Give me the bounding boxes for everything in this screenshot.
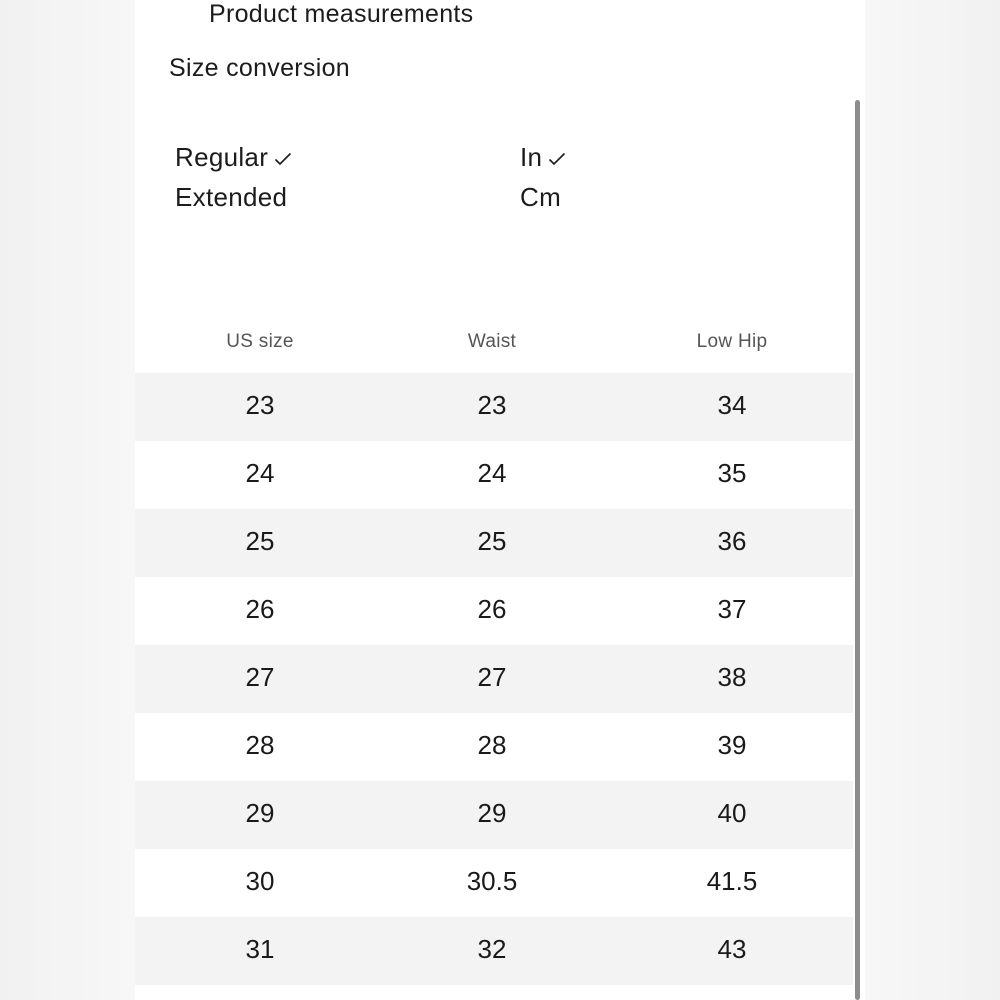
table-row xyxy=(135,781,853,849)
cell-us-size: 23 xyxy=(245,390,275,420)
unit-option-cm[interactable] xyxy=(520,182,561,213)
cell-us-size: 28 xyxy=(245,730,275,760)
cell-us-size: 27 xyxy=(245,662,275,692)
page-backdrop-left xyxy=(0,0,135,1000)
fit-option-regular[interactable] xyxy=(175,142,292,173)
vertical-scrollbar[interactable] xyxy=(855,100,860,1000)
cell-low-hip: 41.5 xyxy=(706,866,758,896)
cell-waist: 27 xyxy=(477,662,507,692)
cell-low-hip: 34 xyxy=(717,390,747,420)
column-header-low-hip: Low Hip xyxy=(696,331,768,352)
cell-us-size: 30 xyxy=(245,866,275,896)
product-measurements-link[interactable]: Product measurements xyxy=(209,0,474,28)
table-row xyxy=(135,509,853,577)
cell-low-hip: 43 xyxy=(717,934,747,964)
cell-waist: 26 xyxy=(477,594,507,624)
cell-low-hip: 40 xyxy=(717,798,747,828)
cell-us-size: 31 xyxy=(245,934,275,964)
unit-option-in[interactable] xyxy=(520,142,566,173)
size-guide-panel xyxy=(135,0,865,1000)
unit-option-label: In xyxy=(520,142,543,172)
table-row xyxy=(135,645,853,713)
column-header-waist: Waist xyxy=(467,331,517,352)
cell-waist: 28 xyxy=(477,730,507,760)
cell-low-hip: 39 xyxy=(717,730,747,760)
cell-us-size: 26 xyxy=(245,594,275,624)
page-backdrop-right xyxy=(865,0,1000,1000)
fit-option-label: Regular xyxy=(175,142,269,172)
cell-low-hip: 35 xyxy=(717,458,747,488)
cell-low-hip: 38 xyxy=(717,662,747,692)
cell-waist: 23 xyxy=(477,390,507,420)
cell-waist: 25 xyxy=(477,526,507,556)
size-conversion-link[interactable]: Size conversion xyxy=(169,54,350,82)
cell-us-size: 25 xyxy=(245,526,275,556)
unit-option-label: Cm xyxy=(520,182,562,212)
table-row xyxy=(135,713,853,781)
size-table xyxy=(135,373,853,985)
column-header-us-size: US size xyxy=(226,331,294,352)
cell-waist: 29 xyxy=(477,798,507,828)
check-icon xyxy=(274,151,292,167)
fit-option-extended[interactable] xyxy=(175,182,287,213)
cell-low-hip: 36 xyxy=(717,526,747,556)
cell-waist: 32 xyxy=(477,934,507,964)
cell-us-size: 29 xyxy=(245,798,275,828)
cell-waist: 24 xyxy=(477,458,507,488)
table-row xyxy=(135,917,853,985)
check-icon xyxy=(548,151,566,167)
fit-option-label: Extended xyxy=(175,182,288,212)
table-row xyxy=(135,373,853,441)
table-row xyxy=(135,577,853,645)
cell-waist: 30.5 xyxy=(466,866,518,896)
cell-low-hip: 37 xyxy=(717,594,747,624)
table-row xyxy=(135,849,853,917)
cell-us-size: 24 xyxy=(245,458,275,488)
table-row xyxy=(135,441,853,509)
